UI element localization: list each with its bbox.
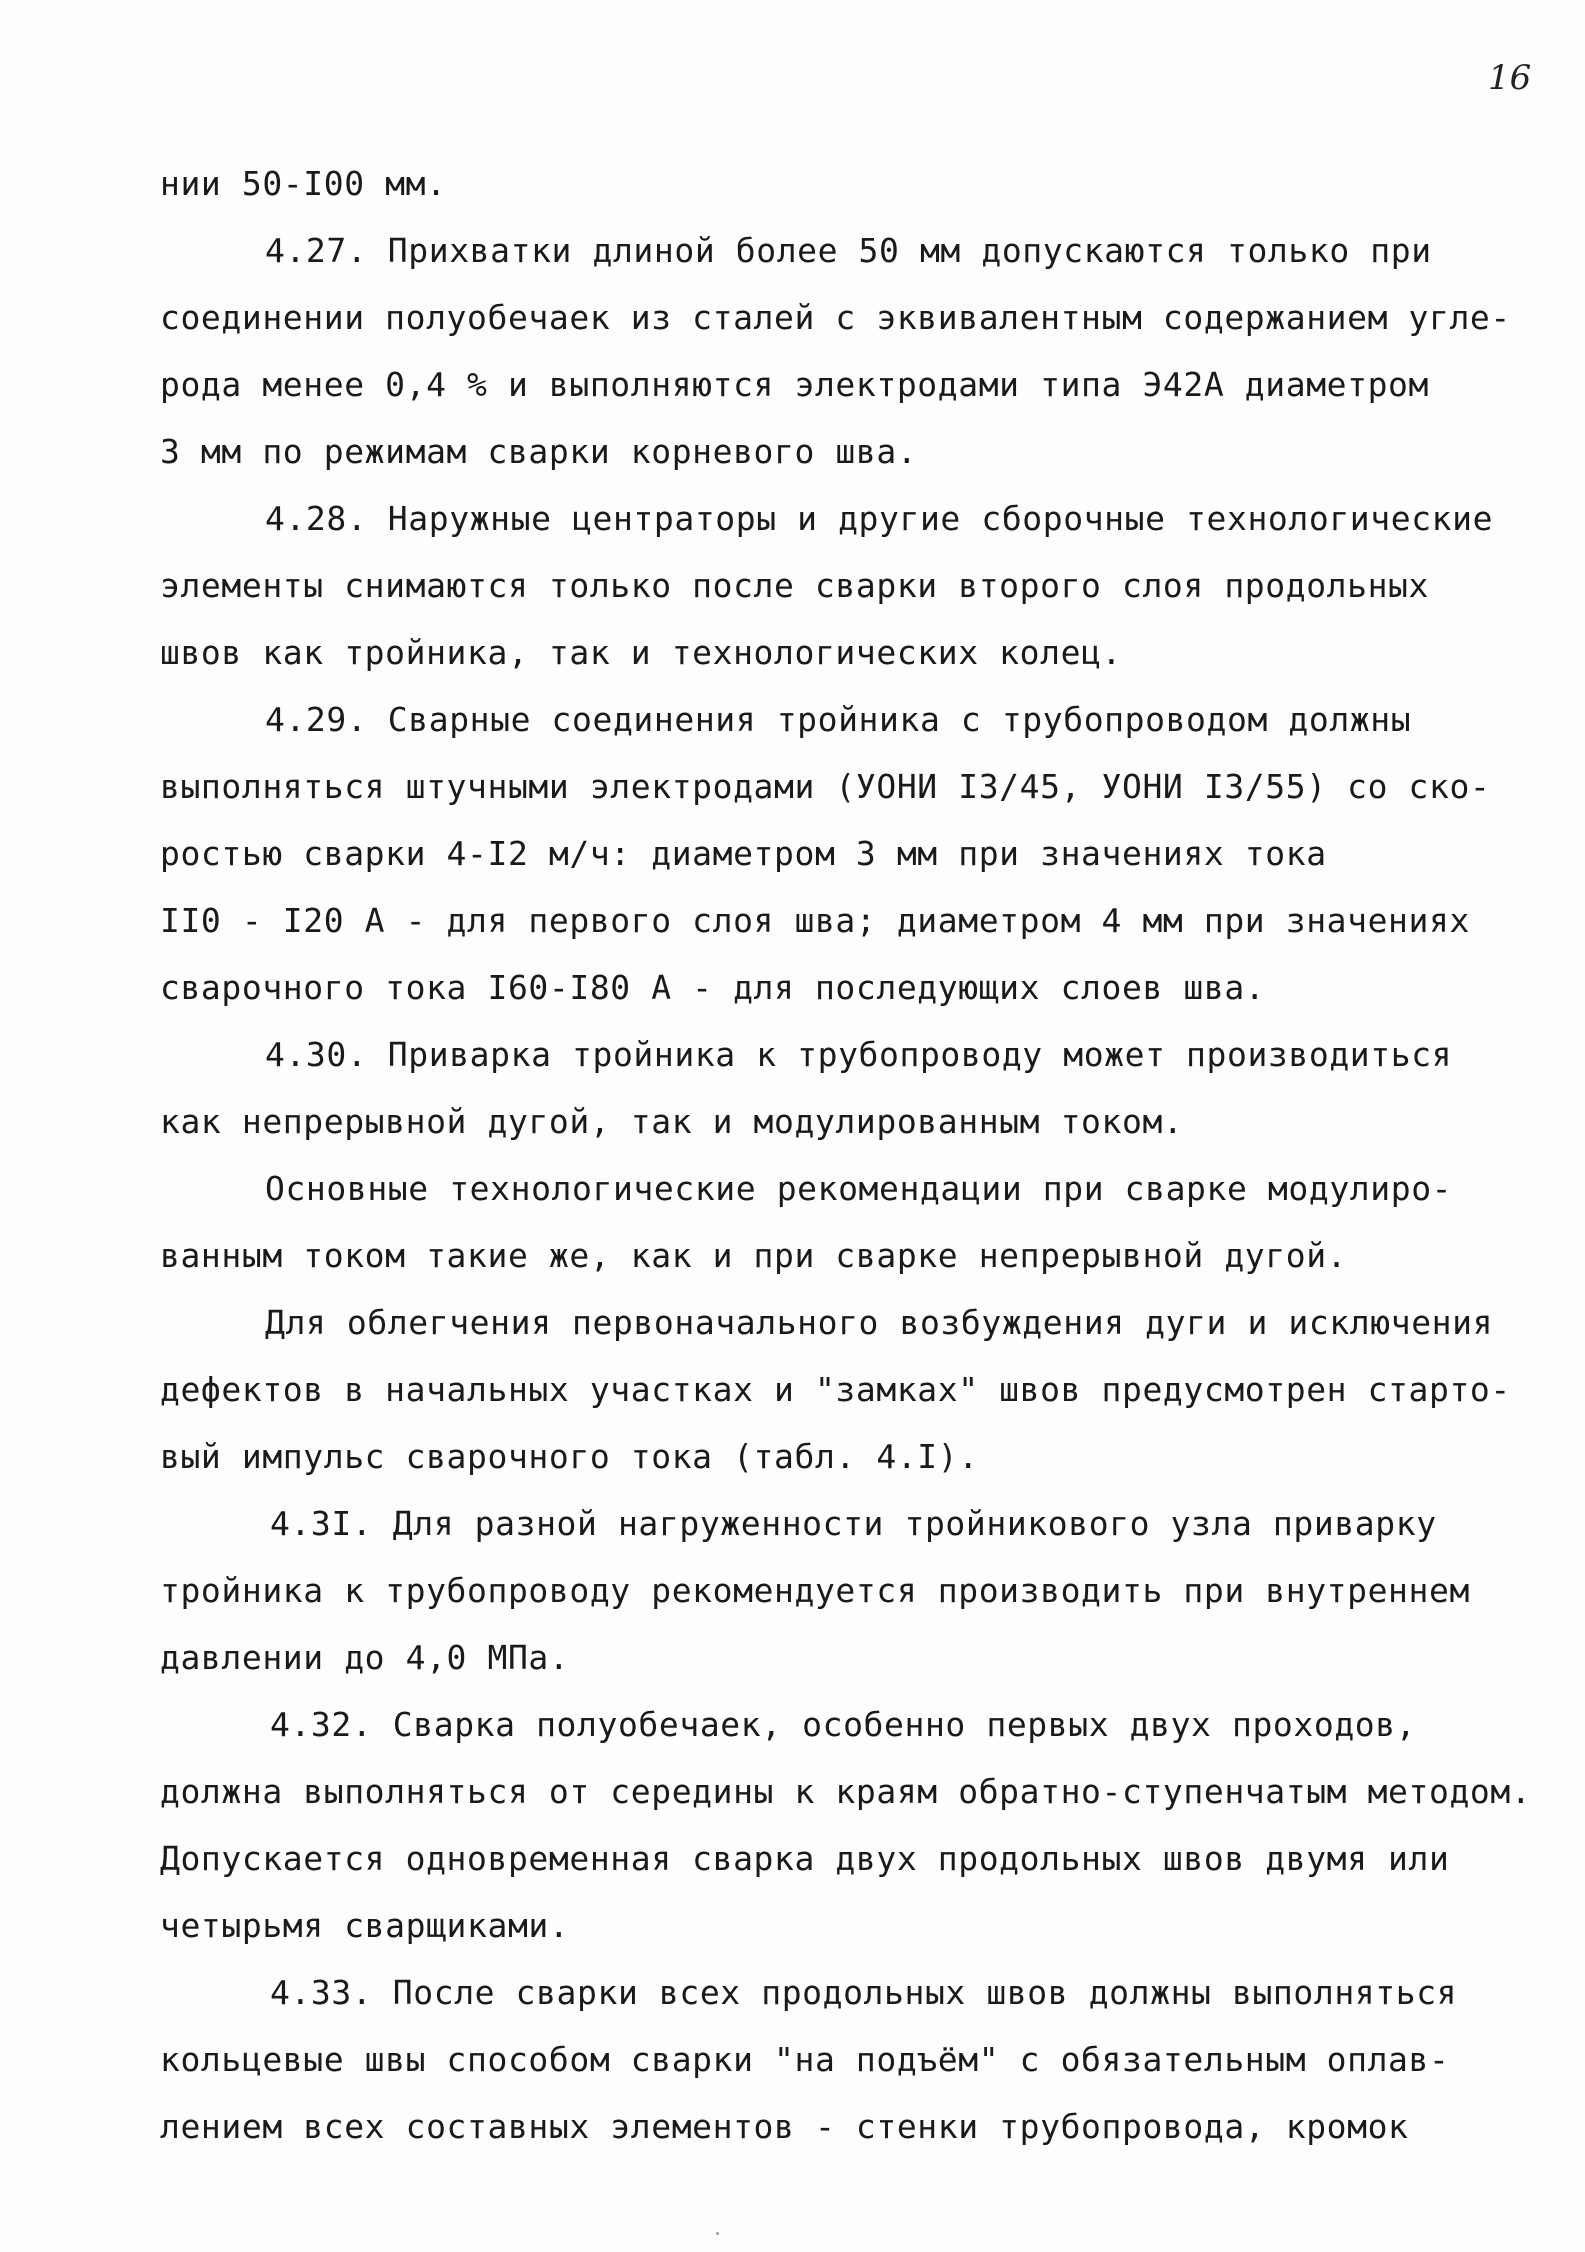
text-line: Допускается одновременная сварка двух продольных швов двумя или xyxy=(160,1839,1450,1878)
text-line: дефектов в начальных участках и "замках" швов предусмотрен старто- xyxy=(160,1370,1511,1409)
paragraph-4-31-line: 4.3I. Для разной нагруженности тройникового узла приварку xyxy=(270,1504,1437,1543)
paragraph-line: Для облегчения первоначального возбуждения дуги и исключения xyxy=(265,1303,1494,1342)
paragraph-4-27-line: 4.27. Прихватки длиной более 50 мм допускаются только при xyxy=(265,231,1432,270)
text-line: 3 мм по режимам сварки корневого шва. xyxy=(160,432,918,471)
document-body xyxy=(160,150,1550,2160)
text-line: как непрерывной дугой, так и модулированным током. xyxy=(160,1102,1184,1141)
paragraph-4-33-line: 4.33. После сварки всех продольных швов должны выполняться xyxy=(270,1973,1458,2012)
text-line: рода менее 0,4 % и выполняются электродами типа Э42А диаметром xyxy=(160,365,1429,404)
text-line: швов как тройника, так и технологических колец. xyxy=(160,633,1122,672)
text-line: кольцевые швы способом сварки "на подъём" с обязательным оплав- xyxy=(160,2040,1450,2079)
text-line: четырьмя сварщиками. xyxy=(160,1906,570,1945)
text-line: тройника к трубопроводу рекомендуется производить при внутреннем xyxy=(160,1571,1470,1610)
text-line: II0 - I20 А - для первого слоя шва; диаметром 4 мм при значениях xyxy=(160,901,1470,940)
text-line: сварочного тока I60-I80 А - для последующих слоев шва. xyxy=(160,968,1266,1007)
scan-speck xyxy=(716,2232,719,2235)
text-line: элементы снимаются только после сварки второго слоя продольных xyxy=(160,566,1429,605)
text-line: выполняться штучными электродами (УОНИ I3/45, УОНИ I3/55) со ско- xyxy=(160,767,1491,806)
text-line: вый импульс сварочного тока (табл. 4.I). xyxy=(160,1437,979,1476)
text-line: нии 50-I00 мм. xyxy=(160,164,447,203)
text-line: соединении полуобечаек из сталей с эквивалентным содержанием угле- xyxy=(160,298,1511,337)
paragraph-line: Основные технологические рекомендации при сварке модулиро- xyxy=(265,1169,1453,1208)
page-number: 16 xyxy=(1488,58,1532,98)
paragraph-4-30-line: 4.30. Приварка тройника к трубопроводу может производиться xyxy=(265,1035,1453,1074)
paragraph-4-29-line: 4.29. Сварные соединения тройника с трубопроводом должны xyxy=(265,700,1412,739)
text-line: давлении до 4,0 МПа. xyxy=(160,1638,570,1677)
paragraph-4-28-line: 4.28. Наружные центраторы и другие сборочные технологические xyxy=(265,499,1494,538)
text-line: ростью сварки 4-I2 м/ч: диаметром 3 мм при значениях тока xyxy=(160,834,1327,873)
paragraph-4-32-line: 4.32. Сварка полуобечаек, особенно первых двух проходов, xyxy=(270,1705,1417,1744)
text-line: лением всех составных элементов - стенки трубопровода, кромок xyxy=(160,2107,1409,2146)
text-line: ванным током такие же, как и при сварке непрерывной дугой. xyxy=(160,1236,1348,1275)
text-line: должна выполняться от середины к краям обратно-ступенчатым методом. xyxy=(160,1772,1532,1811)
